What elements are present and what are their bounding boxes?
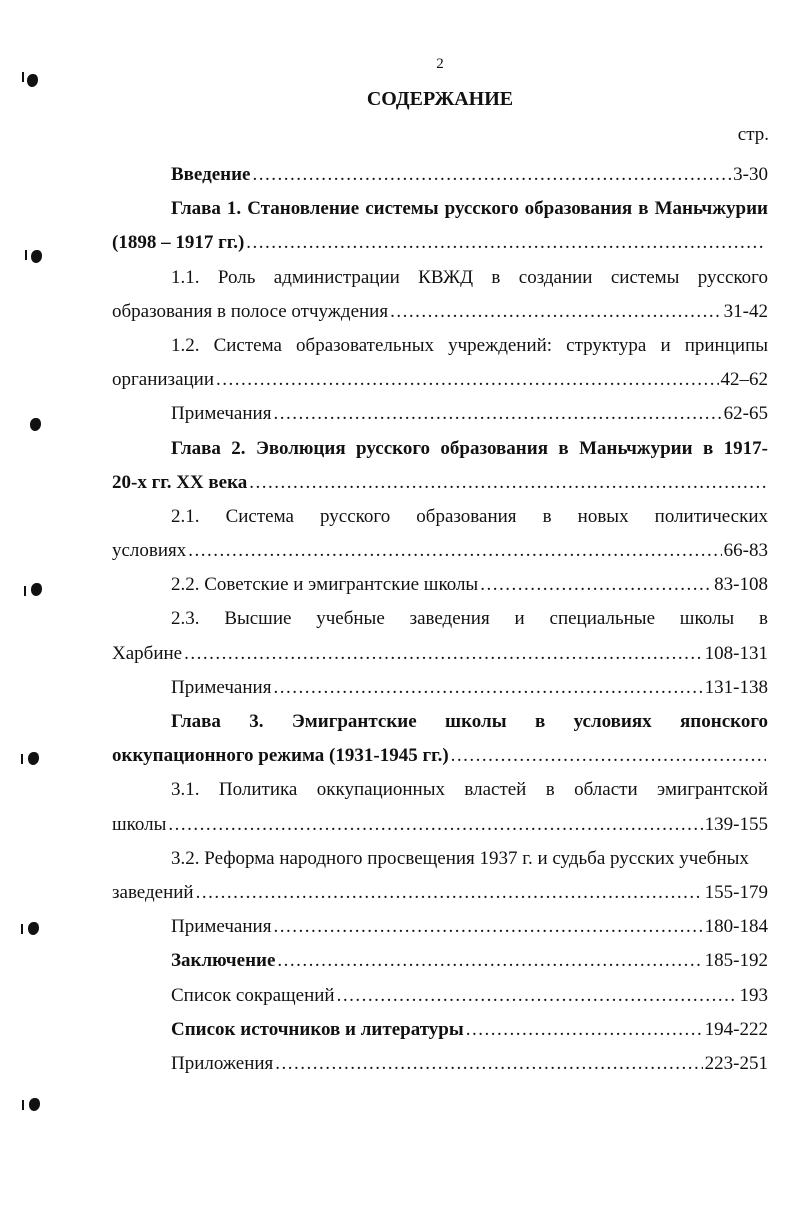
leader-dots [246, 226, 766, 260]
toc-entry-label: оккупационного режима (1931-1945 гг.) [112, 745, 449, 767]
toc-entry-notes-3[interactable] [112, 910, 768, 944]
scan-hole-mark [31, 250, 42, 263]
leader-dots [480, 568, 712, 602]
toc-section-2-3-line2[interactable] [112, 637, 768, 671]
toc-entry-pages: 185-192 [704, 950, 768, 972]
toc-entry-label: организации [112, 369, 215, 391]
toc-entry-pages: 66-83 [723, 540, 768, 562]
toc-entry-label: 20-х гг. XX века [112, 471, 248, 493]
toc-section-3-1-line2[interactable] [112, 808, 768, 842]
toc-section-1-2-line1[interactable]: 1.2. Система образовательных учреждений: структура и принципы [171, 334, 768, 356]
scan-hole-mark [30, 418, 41, 431]
toc-entry-pages: 131-138 [704, 676, 768, 698]
leader-dots [273, 671, 702, 705]
toc-section-1-1-line2[interactable] [112, 295, 768, 329]
toc-chapter-2-years[interactable] [112, 466, 768, 500]
toc-entry-label: Примечания [171, 403, 272, 425]
toc-entry-pages: 3-30 [733, 164, 768, 185]
toc-entry-label: условиях [112, 540, 187, 562]
toc-section-3-2-line1[interactable]: 3.2. Реформа народного просвещения 1937 г. и судьба русских учебных [171, 847, 749, 869]
scan-hole-mark [31, 583, 42, 596]
leader-dots [451, 739, 766, 773]
leader-dots [196, 876, 703, 910]
toc-section-1-1-line1[interactable]: 1.1. Роль администрации КВЖД в создании системы русского [171, 266, 768, 288]
toc-entry-pages: 155-179 [704, 881, 768, 903]
toc-entry-notes-1[interactable] [112, 397, 768, 431]
toc-section-1-2-line2[interactable] [112, 363, 768, 397]
scan-hole-mark [22, 72, 24, 82]
toc-entry-label: Харбине [112, 642, 183, 664]
toc-entry-label: Список источников и литературы [171, 1018, 464, 1040]
page-column-label: стр. [737, 124, 769, 145]
toc-entry-label: школы [112, 813, 167, 835]
toc-entry-label: 2.2. Советские и эмигрантские школы [171, 574, 479, 596]
leader-dots [337, 979, 738, 1013]
toc-entry-appendix[interactable] [112, 1047, 768, 1081]
leader-dots [184, 637, 703, 671]
leader-dots [275, 1047, 702, 1081]
toc-section-3-2-line2[interactable] [112, 876, 768, 910]
scan-hole-mark [21, 924, 23, 934]
table-of-contents [112, 158, 768, 1081]
toc-chapter-2-title[interactable]: Глава 2. Эволюция русского образования в Маньчжурии в 1917- [171, 437, 768, 459]
leader-dots [188, 534, 721, 568]
leader-dots [277, 944, 702, 978]
scan-hole-mark [22, 1100, 24, 1110]
toc-entry-pages: 62-65 [723, 403, 768, 425]
toc-chapter-3-title[interactable]: Глава 3. Эмигрантские школы в условиях японского [171, 711, 768, 732]
leader-dots [168, 808, 702, 842]
toc-entry-pages: 193 [739, 984, 768, 1006]
toc-entry-pages: 83-108 [714, 574, 768, 596]
toc-entry-label: образования в полосе отчуждения [112, 300, 389, 322]
toc-entry-intro[interactable] [112, 158, 768, 192]
toc-entry-label: Введение [171, 164, 251, 185]
toc-entry-label: Список сокращений [171, 984, 335, 1006]
toc-entry-pages: 139-155 [704, 813, 768, 835]
leader-dots [466, 1013, 703, 1047]
toc-chapter-1-years[interactable] [112, 226, 768, 260]
scan-hole-mark [25, 250, 27, 260]
leader-dots [216, 363, 718, 397]
toc-chapter-3-years[interactable] [112, 739, 768, 773]
toc-section-2-1-line1[interactable]: 2.1. Система русского образования в новых политических [171, 505, 768, 527]
leader-dots [249, 466, 766, 500]
toc-section-2-1-line2[interactable] [112, 534, 768, 568]
toc-section-2-3-line1[interactable]: 2.3. Высшие учебные заведения и специальные школы в [171, 608, 768, 630]
toc-entry-notes-2[interactable] [112, 671, 768, 705]
scan-hole-mark [27, 74, 38, 87]
scan-hole-mark [24, 586, 26, 596]
scan-hole-mark [28, 752, 39, 765]
toc-entry-label: Заключение [171, 950, 276, 972]
toc-entry-conclusion[interactable] [112, 944, 768, 978]
toc-section-3-1-line1[interactable]: 3.1. Политика оккупационных властей в области эмигрантской [171, 779, 768, 801]
scan-hole-mark [28, 922, 39, 935]
toc-section-2-2[interactable] [112, 568, 768, 602]
toc-entry-pages: 194-222 [704, 1018, 768, 1040]
toc-entry-label: Приложения [171, 1052, 274, 1074]
toc-entry-label: заведений [112, 881, 194, 903]
leader-dots [253, 158, 732, 192]
toc-entry-abbreviations[interactable] [112, 979, 768, 1013]
leader-dots [273, 397, 721, 431]
toc-entry-label: Примечания [171, 916, 272, 938]
toc-entry-pages: 223-251 [704, 1052, 768, 1074]
toc-chapter-1-title[interactable]: Глава 1. Становление системы русского образования в Маньчжурии [171, 198, 768, 220]
leader-dots [273, 910, 702, 944]
toc-entry-pages: 42–62 [720, 369, 768, 391]
toc-entry-label: Примечания [171, 676, 272, 698]
toc-entry-label: (1898 – 1917 гг.) [112, 232, 245, 254]
page-title: СОДЕРЖАНИЕ [366, 88, 514, 110]
toc-entry-pages: 31-42 [723, 300, 768, 322]
leader-dots [390, 295, 722, 329]
toc-entry-sources[interactable] [112, 1013, 768, 1047]
toc-entry-pages: 180-184 [704, 916, 768, 938]
scan-hole-mark [29, 1098, 40, 1111]
toc-entry-pages: 108-131 [704, 642, 768, 664]
page-number: 2 [436, 56, 444, 72]
scan-hole-mark [21, 754, 23, 764]
